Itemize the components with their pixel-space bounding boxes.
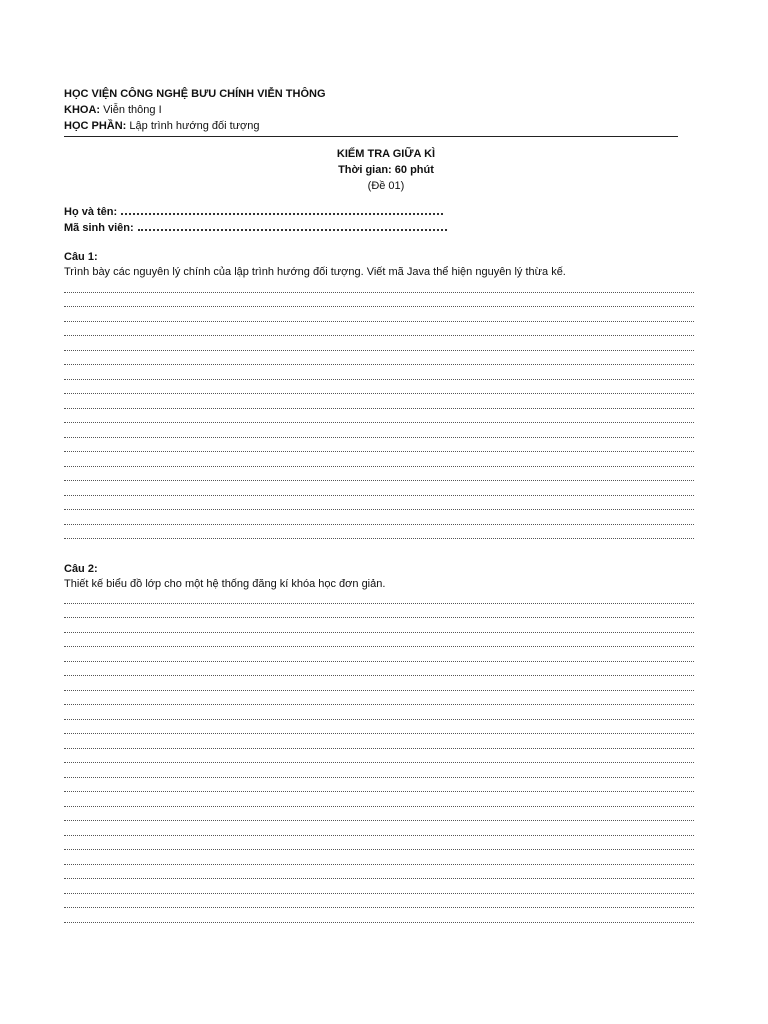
exam-title-block [64, 146, 708, 194]
answer-line[interactable] [64, 278, 694, 293]
answer-line[interactable] [64, 865, 694, 880]
student-name-blank[interactable] [121, 204, 443, 215]
answer-line[interactable] [64, 705, 694, 720]
answer-line[interactable] [64, 423, 694, 438]
course-value: Lập trình hướng đối tượng [129, 120, 260, 132]
faculty-line [64, 102, 678, 118]
question-2 [64, 562, 694, 592]
question-text: Thiết kế biểu đồ lớp cho một hệ thống đăng kí khóa học đơn giản. [64, 578, 386, 590]
answer-line[interactable] [64, 307, 694, 322]
course-line [64, 118, 678, 134]
answer-line[interactable] [64, 908, 694, 923]
answer-line[interactable] [64, 351, 694, 366]
document-header [64, 86, 678, 134]
answer-line[interactable] [64, 662, 694, 677]
student-id-blank[interactable] [138, 220, 447, 231]
answer-line[interactable] [64, 763, 694, 778]
student-name-label: Họ và tên: [64, 206, 118, 218]
answer-line[interactable] [64, 322, 694, 337]
institute-name: HỌC VIỆN CÔNG NGHỆ BƯU CHÍNH VIỄN THÔNG [64, 88, 326, 100]
answer-line[interactable] [64, 365, 694, 380]
answer-line[interactable] [64, 850, 694, 865]
answer-line[interactable] [64, 409, 694, 424]
answer-line[interactable] [64, 496, 694, 511]
answer-line[interactable] [64, 749, 694, 764]
answer-line[interactable] [64, 821, 694, 836]
answer-line[interactable] [64, 647, 694, 662]
answer-line[interactable] [64, 691, 694, 706]
exam-version: (Đề 01) [367, 180, 405, 192]
answer-line[interactable] [64, 618, 694, 633]
question-text: Trình bày các nguyên lý chính của lập trình hướng đối tượng. Viết mã Java thể hiện nguyên lý thừa kế. [64, 266, 566, 278]
answer-line[interactable] [64, 734, 694, 749]
answer-line[interactable] [64, 481, 694, 496]
answer-line[interactable] [64, 676, 694, 691]
answer-line[interactable] [64, 510, 694, 525]
faculty-value: Viễn thông I [103, 104, 162, 116]
answer-line[interactable] [64, 293, 694, 308]
question-label: Câu 1: [64, 251, 98, 263]
faculty-label: KHOA: [64, 104, 101, 116]
question-label: Câu 2: [64, 563, 98, 575]
answer-line[interactable] [64, 879, 694, 894]
question-1 [64, 250, 694, 280]
answer-line[interactable] [64, 604, 694, 619]
answer-line[interactable] [64, 525, 694, 540]
answer-line[interactable] [64, 778, 694, 793]
answer-line[interactable] [64, 589, 694, 604]
header-divider [64, 136, 678, 137]
answer-line[interactable] [64, 792, 694, 807]
answer-line[interactable] [64, 467, 694, 482]
student-name-row [64, 204, 447, 220]
answer-line[interactable] [64, 894, 694, 909]
answer-line[interactable] [64, 438, 694, 453]
course-label: HỌC PHẦN: [64, 120, 127, 132]
answer-line[interactable] [64, 394, 694, 409]
student-id-row [64, 220, 447, 236]
student-info [64, 204, 447, 236]
student-id-label: Mã sinh viên: [64, 222, 134, 234]
answer-area-1[interactable] [64, 278, 694, 539]
answer-line[interactable] [64, 836, 694, 851]
exam-title: KIẾM TRA GIỮA KÌ [336, 148, 436, 160]
answer-line[interactable] [64, 633, 694, 648]
answer-line[interactable] [64, 380, 694, 395]
answer-line[interactable] [64, 336, 694, 351]
answer-line[interactable] [64, 452, 694, 467]
answer-line[interactable] [64, 720, 694, 735]
answer-area-2[interactable] [64, 589, 694, 923]
answer-line[interactable] [64, 807, 694, 822]
exam-time: Thời gian: 60 phút [338, 164, 434, 176]
